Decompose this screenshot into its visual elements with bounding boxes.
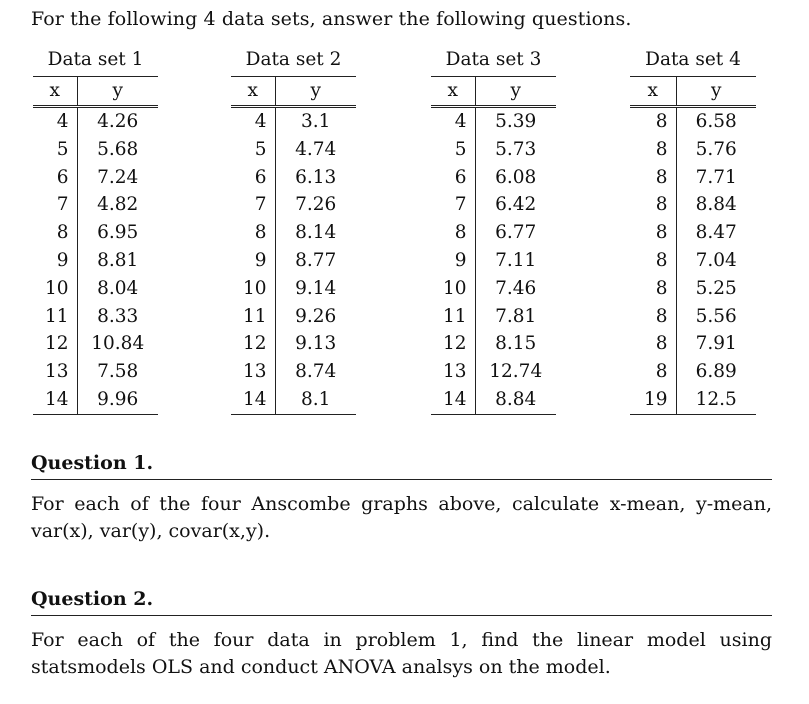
dataset-table <box>33 77 158 415</box>
y-value-cell: 8.81 <box>97 249 139 271</box>
table-row <box>431 219 556 247</box>
table-row <box>231 303 356 331</box>
x-value-cell: 8 <box>431 219 475 247</box>
x-value-cell: 10 <box>431 275 475 303</box>
x-value-cell: 11 <box>431 303 475 331</box>
x-value-cell: 11 <box>231 303 275 331</box>
x-value-cell: 8 <box>630 303 676 331</box>
table-row <box>231 164 356 192</box>
y-value-cell: 7.81 <box>495 305 537 327</box>
x-value-cell: 9 <box>33 247 77 275</box>
y-value-cell: 6.77 <box>495 222 537 244</box>
table-row <box>630 191 756 219</box>
y-value-cell: 5.56 <box>695 305 737 327</box>
table-row <box>630 386 756 414</box>
dataset-table <box>431 77 556 415</box>
x-value-cell: 14 <box>431 386 475 414</box>
table-row <box>231 247 356 275</box>
x-value-cell: 13 <box>33 358 77 386</box>
x-column-header: x <box>231 77 275 107</box>
x-value-cell: 7 <box>33 191 77 219</box>
x-value-cell: 13 <box>431 358 475 386</box>
x-value-cell: 8 <box>33 219 77 247</box>
x-value-cell: 11 <box>33 303 77 331</box>
dataset-title: Data set 1 <box>47 49 144 70</box>
x-value-cell: 4 <box>231 107 275 136</box>
table-row <box>431 303 556 331</box>
x-value-cell: 8 <box>630 219 676 247</box>
y-value-cell: 8.84 <box>495 388 537 410</box>
table-row <box>33 330 158 358</box>
y-value-cell: 6.58 <box>695 111 737 132</box>
table-header-row <box>630 77 756 107</box>
dataset-table <box>630 77 756 415</box>
y-value-cell: 7.24 <box>97 166 139 188</box>
x-value-cell: 8 <box>630 136 676 164</box>
y-value-cell: 10.84 <box>91 333 145 355</box>
y-value-cell: 7.58 <box>97 361 139 383</box>
y-value-cell: 6.08 <box>495 166 537 188</box>
y-value-cell: 6.89 <box>695 361 737 383</box>
y-value-cell: 5.39 <box>495 111 537 132</box>
table-row <box>630 247 756 275</box>
x-value-cell: 10 <box>231 275 275 303</box>
y-value-cell: 7.71 <box>695 166 737 188</box>
y-column-header: y <box>112 80 123 101</box>
table-row <box>431 275 556 303</box>
table-row <box>431 107 556 136</box>
dataset-title: Data set 4 <box>645 49 741 70</box>
dataset-rows <box>630 107 756 415</box>
intro-text: For the following 4 data sets, answer the following questions. <box>31 8 632 30</box>
table-row <box>231 386 356 414</box>
x-value-cell: 9 <box>431 247 475 275</box>
dataset-2 <box>231 44 356 415</box>
x-value-cell: 7 <box>231 191 275 219</box>
x-value-cell: 4 <box>33 107 77 136</box>
table-row <box>431 358 556 386</box>
dataset-title: Data set 3 <box>445 49 542 70</box>
x-value-cell: 5 <box>33 136 77 164</box>
table-row <box>231 219 356 247</box>
dataset-1 <box>33 44 158 415</box>
y-column-header: y <box>711 80 722 101</box>
y-value-cell: 8.74 <box>295 361 337 383</box>
x-value-cell: 8 <box>630 107 676 136</box>
datasets-row <box>33 44 773 424</box>
x-value-cell: 10 <box>33 275 77 303</box>
y-value-cell: 5.68 <box>97 138 139 160</box>
table-row <box>33 107 158 136</box>
x-value-cell: 5 <box>231 136 275 164</box>
table-row <box>431 247 556 275</box>
x-value-cell: 6 <box>431 164 475 192</box>
table-header-row <box>431 77 556 107</box>
dataset-table <box>231 77 356 415</box>
dataset-4 <box>630 44 756 415</box>
x-column-header: x <box>630 77 676 107</box>
table-row <box>231 107 356 136</box>
y-value-cell: 6.13 <box>295 166 337 188</box>
question-body: For each of the four data in problem 1, find the linear model using statsmodels OLS and conduct ANOVA analsys on the model. <box>31 629 772 678</box>
y-column-header: y <box>510 80 521 101</box>
y-value-cell: 8.47 <box>695 222 737 244</box>
table-row <box>431 191 556 219</box>
table-header-row <box>33 77 158 107</box>
y-value-cell: 4.82 <box>97 194 139 216</box>
x-value-cell: 8 <box>231 219 275 247</box>
table-row <box>431 330 556 358</box>
table-row <box>33 386 158 414</box>
y-value-cell: 9.26 <box>295 305 337 327</box>
y-value-cell: 9.14 <box>295 277 337 299</box>
table-header-row <box>231 77 356 107</box>
table-row <box>630 275 756 303</box>
y-value-cell: 6.42 <box>495 194 537 216</box>
table-row <box>33 303 158 331</box>
table-row <box>33 136 158 164</box>
table-row <box>33 358 158 386</box>
table-row <box>33 164 158 192</box>
question-body: For each of the four Anscombe graphs above, calculate x-mean, y-mean, var(x), var(y), covar(x,y). <box>31 493 772 542</box>
x-value-cell: 6 <box>33 164 77 192</box>
y-value-cell: 5.25 <box>695 277 737 299</box>
table-row <box>231 136 356 164</box>
question-heading: Question 1. <box>31 452 772 480</box>
dataset-rows <box>431 107 556 415</box>
table-row <box>630 107 756 136</box>
x-value-cell: 8 <box>630 191 676 219</box>
y-value-cell: 9.13 <box>295 333 337 355</box>
table-row <box>33 275 158 303</box>
table-row <box>231 330 356 358</box>
y-value-cell: 4.26 <box>97 111 139 132</box>
table-row <box>431 386 556 414</box>
table-row <box>630 303 756 331</box>
y-value-cell: 3.1 <box>301 111 331 132</box>
y-value-cell: 8.33 <box>97 305 139 327</box>
x-value-cell: 13 <box>231 358 275 386</box>
x-value-cell: 8 <box>630 330 676 358</box>
y-value-cell: 8.14 <box>295 222 337 244</box>
y-value-cell: 7.11 <box>495 249 537 271</box>
x-value-cell: 12 <box>431 330 475 358</box>
x-value-cell: 9 <box>231 247 275 275</box>
table-row <box>630 330 756 358</box>
table-row <box>630 358 756 386</box>
x-value-cell: 8 <box>630 275 676 303</box>
y-value-cell: 12.74 <box>489 361 543 383</box>
y-value-cell: 5.73 <box>495 138 537 160</box>
y-column-header: y <box>310 80 321 101</box>
y-value-cell: 8.15 <box>495 333 537 355</box>
x-column-header: x <box>33 77 77 107</box>
y-value-cell: 5.76 <box>695 138 737 160</box>
table-row <box>231 191 356 219</box>
dataset-3 <box>431 44 556 415</box>
x-value-cell: 12 <box>231 330 275 358</box>
table-row <box>231 275 356 303</box>
table-row <box>630 164 756 192</box>
y-value-cell: 8.04 <box>97 277 139 299</box>
table-row <box>630 219 756 247</box>
question-1 <box>31 452 772 545</box>
y-value-cell: 12.5 <box>695 388 737 410</box>
x-value-cell: 4 <box>431 107 475 136</box>
x-value-cell: 12 <box>33 330 77 358</box>
x-value-cell: 5 <box>431 136 475 164</box>
y-value-cell: 8.77 <box>295 249 337 271</box>
y-value-cell: 7.91 <box>695 333 737 355</box>
table-row <box>431 164 556 192</box>
dataset-rows <box>33 107 158 415</box>
x-value-cell: 8 <box>630 358 676 386</box>
x-value-cell: 14 <box>33 386 77 414</box>
table-row <box>33 247 158 275</box>
y-value-cell: 7.04 <box>695 249 737 271</box>
y-value-cell: 7.26 <box>295 194 337 216</box>
table-row <box>231 358 356 386</box>
x-value-cell: 7 <box>431 191 475 219</box>
dataset-title: Data set 2 <box>245 49 342 70</box>
table-row <box>630 136 756 164</box>
table-row <box>431 136 556 164</box>
question-2 <box>31 588 772 681</box>
dataset-rows <box>231 107 356 415</box>
y-value-cell: 4.74 <box>295 138 337 160</box>
x-value-cell: 6 <box>231 164 275 192</box>
y-value-cell: 7.46 <box>495 277 537 299</box>
y-value-cell: 8.1 <box>301 388 331 410</box>
table-row <box>33 219 158 247</box>
x-value-cell: 14 <box>231 386 275 414</box>
question-heading: Question 2. <box>31 588 772 616</box>
x-value-cell: 8 <box>630 247 676 275</box>
y-value-cell: 6.95 <box>97 222 139 244</box>
x-value-cell: 8 <box>630 164 676 192</box>
table-row <box>33 191 158 219</box>
y-value-cell: 8.84 <box>695 194 737 216</box>
x-column-header: x <box>431 77 475 107</box>
x-value-cell: 19 <box>630 386 676 414</box>
y-value-cell: 9.96 <box>97 388 139 410</box>
